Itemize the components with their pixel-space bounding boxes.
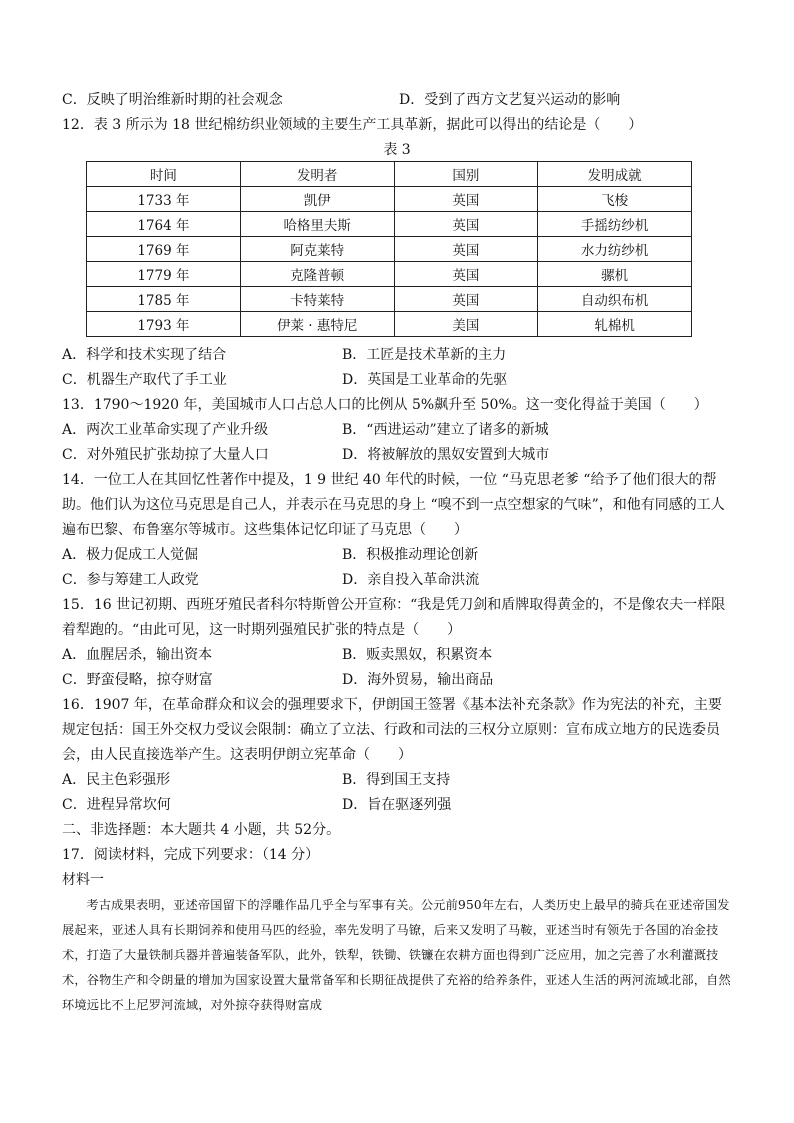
- q15-option-a: A．血腥居杀，输出资本: [62, 647, 213, 663]
- table-row: [87, 287, 692, 312]
- table-cell: 英国: [394, 262, 538, 287]
- table-cell: 伊莱 · 惠特尼: [240, 312, 394, 337]
- table-cell: 凯伊: [240, 187, 394, 212]
- table-cell: 英国: [394, 187, 538, 212]
- q12-option-b: B．工匠是技术革新的主力: [342, 347, 507, 363]
- q13-option-c: C．对外殖民扩张劫掠了大量人口: [62, 447, 269, 463]
- table-cell: 克隆普顿: [240, 262, 394, 287]
- table-cell: 1733 年: [87, 187, 241, 212]
- table-cell: 英国: [394, 287, 538, 312]
- q13-option-a: A．两次工业革命实现了产业升级: [62, 422, 269, 438]
- q16-stem-line2: 规定包括：国王外交权力受议会限制：确立了立法、行政和司法的三权分立原则：宣布成立地方的民选委员: [62, 722, 720, 738]
- table-cell: 1793 年: [87, 312, 241, 337]
- table-cell: 手摇纺纱机: [538, 212, 692, 237]
- table-cell: 骡机: [538, 262, 692, 287]
- q14-option-d: D．亲自投入革命洪流: [342, 572, 480, 588]
- q12-option-d: D．英国是工业革命的先驱: [342, 372, 508, 388]
- q13-stem: 13．1790～1920 年，美国城市人口占总人口的比例从 5%飙升至 50%。这一变化得益于美国（ ）: [62, 397, 708, 413]
- table-caption: 表 3: [383, 142, 411, 158]
- q16-stem-line1: 16．1907 年，在革命群众和议会的强理要求下，伊朗国王签署《基本法补充条款》作为宪法的补充，主要: [62, 697, 722, 713]
- q12-option-c: C．机器生产取代了手工业: [62, 372, 227, 388]
- q14-stem-line3: 遍布巴黎、布鲁塞尔等城市。这些集体记忆印证了马克思（ ）: [62, 522, 468, 538]
- table-cell: 水力纺纱机: [538, 237, 692, 262]
- q14-stem-line1: 14．一位工人在其回忆性著作中提及，1 9 世纪 40 年代的时候，一位 “马克思老爹 “给予了他们很大的帮: [62, 472, 717, 488]
- table-cell: 轧棉机: [538, 312, 692, 337]
- q11-option-d: D．受到了西方文艺复兴运动的影响: [399, 92, 621, 108]
- q15-stem-line2: 着犁跑的。“由此可见，这一时期列强殖民扩张的特点是（ ）: [62, 622, 462, 638]
- table-cell: 1764 年: [87, 212, 241, 237]
- table-cell: 英国: [394, 212, 538, 237]
- table-cell: 卡特莱特: [240, 287, 394, 312]
- table-row: [87, 187, 692, 212]
- section-heading: 二、非选择题：本大题共 4 小题，共 52分。: [62, 822, 341, 838]
- table-row: [87, 212, 692, 237]
- q14-option-b: B．积极推动理论创新: [342, 547, 479, 563]
- q11-option-c: C．反映了明治维新时期的社会观念: [62, 92, 283, 108]
- table-cell: 1785 年: [87, 287, 241, 312]
- table-row: [87, 237, 692, 262]
- table-cell: 自动织布机: [538, 287, 692, 312]
- q15-option-d: D．海外贸易，输出商品: [342, 672, 494, 688]
- table-row: [87, 312, 692, 337]
- q14-option-c: C．参与筹建工人政党: [62, 572, 199, 588]
- q16-option-a: A．民主色彩强形: [62, 772, 171, 788]
- invention-table: [86, 161, 692, 337]
- table-header-cell: 国别: [394, 162, 538, 187]
- q16-option-d: D．旨在驱逐列强: [342, 797, 452, 813]
- table-cell: 1779 年: [87, 262, 241, 287]
- q13-option-d: D．将被解放的黑奴安置到大城市: [342, 447, 550, 463]
- table-cell: 哈格里夫斯: [240, 212, 394, 237]
- material-text: 考古成果表明，亚述帝国留下的浮雕作品几乎全与军事有关。公元前950年左右，人类历史上最早的骑兵在亚述帝国发展起来，亚述人具有长期饲养和使用马匹的经验，率先发明了马镣，后来又发明了马鞍，亚述当时有领先于各国的冶金技术，打造了大量铁制兵器并普遍装备军队，此外，铁犁，铁锄、铁镰在农耕方面也得到广泛应用，加之完善了水利灌溉技术，谷物生产和令朗量的增加为国家设置大量常备军和长期征战提供了充裕的给养条件，亚述人生活的两河流域北部，自然环境远比不上尼罗河流域，对外掠夺获得财富成: [62, 898, 731, 1012]
- q17-stem: 17．阅读材料，完成下列要求：（14 分）: [62, 847, 320, 863]
- table-cell: 英国: [394, 237, 538, 262]
- table-cell: 飞梭: [538, 187, 692, 212]
- q16-option-c: C．进程异常坎何: [62, 797, 171, 813]
- table-header-cell: 发明者: [240, 162, 394, 187]
- q14-stem-line2: 助。他们认为这位马克思是自己人，并表示在马克思的身上 “嗅不到一点空想家的气味”，和他有同感的工人: [62, 497, 725, 513]
- table-cell: 美国: [394, 312, 538, 337]
- q16-stem-line3: 会，由人民直接选举产生。这表明伊朗立宪革命（ ）: [62, 747, 412, 763]
- q15-option-b: B．贩卖黑奴，积累资本: [342, 647, 493, 663]
- q16-option-b: B．得到国王支持: [342, 772, 451, 788]
- table-row: [87, 262, 692, 287]
- table-header-cell: 时间: [87, 162, 241, 187]
- table-cell: 1769 年: [87, 237, 241, 262]
- q12-stem: 12．表 3 所示为 18 世纪棉纺织业领域的主要生产工具革新，据此可以得出的结论是（ ）: [62, 117, 643, 133]
- table-cell: 阿克莱特: [240, 237, 394, 262]
- table-header-row: [87, 162, 692, 187]
- material-label: 材料一: [62, 872, 104, 888]
- q12-option-a: A．科学和技术实现了结合: [62, 347, 227, 363]
- q15-option-c: C．野蛮侵略，掠夺财富: [62, 672, 213, 688]
- table-header-cell: 发明成就: [538, 162, 692, 187]
- q13-option-b: B．“西进运动”建立了诸多的新城: [342, 422, 549, 438]
- q14-option-a: A．极力促成工人觉倔: [62, 547, 199, 563]
- q15-stem-line1: 15．16 世记初期、西班牙殖民者科尔特斯曾公开宣称：“我是凭刀剑和盾牌取得黄金的，不是像农夫一样限: [62, 597, 726, 613]
